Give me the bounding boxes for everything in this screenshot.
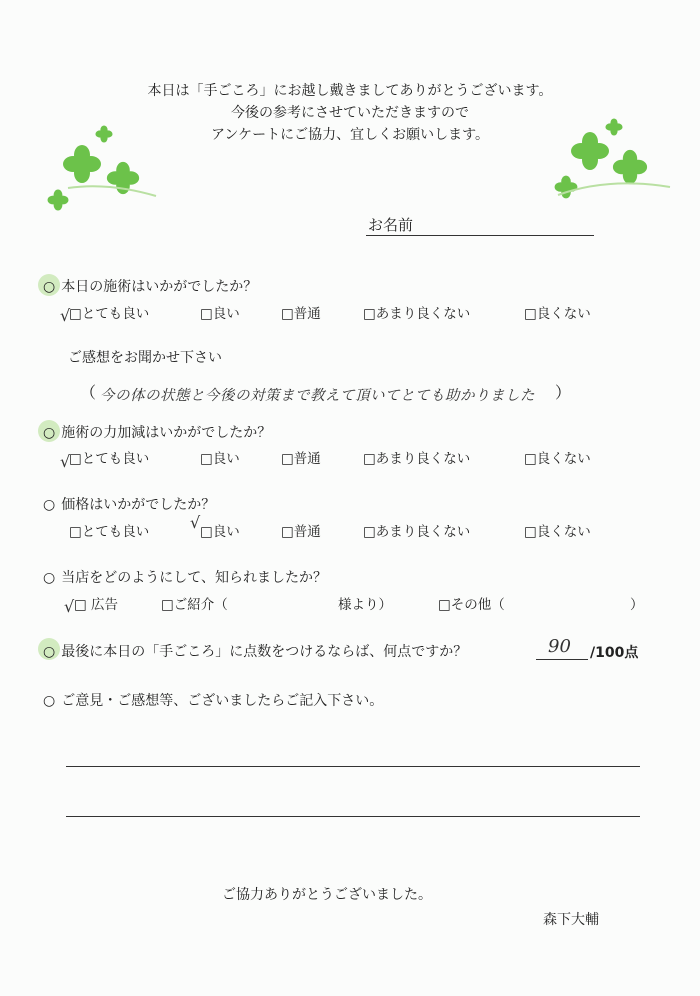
q4-other-close: ） <box>630 597 644 613</box>
q3-option-not-so-good[interactable]: □あまり良くない <box>363 524 471 540</box>
paren-open: （ <box>80 383 97 402</box>
q3-option-bad[interactable]: □良くない <box>524 524 591 540</box>
q2-option-not-so-good[interactable]: □あまり良くない <box>363 451 471 467</box>
check-mark: √ <box>190 513 201 532</box>
intro-line-1: 本日は「手ごころ」にお越し戴きましてありがとうございます。 <box>147 83 553 99</box>
check-mark: √ <box>60 452 71 471</box>
question-1 <box>43 276 257 296</box>
thanks-text: ご協力ありがとうございました。 <box>222 887 432 903</box>
q4-option-ad[interactable]: □ 広告 <box>74 597 119 613</box>
intro-line-2: 今後の参考にさせていただきますので <box>231 105 469 121</box>
impression-label: ご感想をお聞かせ下さい <box>68 350 222 366</box>
question-mark: ○ <box>43 279 56 295</box>
q1-option-normal[interactable]: □普通 <box>281 306 321 322</box>
question-2-text: 施術の力加減はいかがでしたか？ <box>61 425 272 441</box>
question-2 <box>43 422 271 442</box>
comment-line-2 <box>66 816 640 817</box>
score-value: 90 <box>548 636 571 657</box>
comment-line-1 <box>66 766 640 767</box>
q1-option-very-good[interactable]: □とても良い <box>69 306 150 322</box>
name-underline <box>366 235 594 236</box>
q2-option-very-good[interactable]: □とても良い <box>69 451 150 467</box>
q1-option-good[interactable]: □良い <box>200 306 240 322</box>
question-3 <box>43 494 215 514</box>
q3-option-normal[interactable]: □普通 <box>281 524 321 540</box>
question-5 <box>43 641 467 661</box>
q1-option-not-so-good[interactable]: □あまり良くない <box>363 306 471 322</box>
question-6-text: ご意見・ご感想等、ございましたらご記入下さい。 <box>61 693 384 709</box>
clover-icon <box>63 145 101 183</box>
q4-referral-suffix: 様より） <box>338 597 392 613</box>
q4-option-referral[interactable]: □ご紹介（ <box>161 597 228 613</box>
paren-close: ） <box>555 383 572 402</box>
question-6 <box>43 690 383 710</box>
check-mark: √ <box>64 597 75 616</box>
intro-line-3: アンケートにご協力、宜しくお願いします。 <box>210 127 490 143</box>
question-mark: ○ <box>43 570 56 586</box>
q2-option-good[interactable]: □良い <box>200 451 240 467</box>
question-mark: ○ <box>43 693 56 709</box>
question-1-text: 本日の施術はいかがでしたか？ <box>61 279 258 295</box>
q3-option-very-good[interactable]: □とても良い <box>69 524 150 540</box>
question-mark: ○ <box>43 497 56 513</box>
q1-option-bad[interactable]: □良くない <box>524 306 591 322</box>
q2-option-normal[interactable]: □普通 <box>281 451 321 467</box>
name-label: お名前 <box>368 216 414 234</box>
check-mark: √ <box>60 306 71 325</box>
q2-option-bad[interactable]: □良くない <box>524 451 591 467</box>
question-4 <box>43 567 327 587</box>
impression-answer: 今の体の状態と今後の対策まで教えて頂いてとても助かりました <box>100 388 535 404</box>
question-4-text: 当店をどのようにして、知られましたか？ <box>61 570 327 586</box>
score-underline <box>536 659 588 660</box>
q4-option-other[interactable]: □その他（ <box>438 597 505 613</box>
author-name: 森下大輔 <box>543 912 599 928</box>
question-3-text: 価格はいかがでしたか？ <box>61 497 216 513</box>
question-mark: ○ <box>43 644 56 660</box>
question-mark: ○ <box>43 425 56 441</box>
q3-option-good[interactable]: □良い <box>200 524 240 540</box>
question-5-text: 最後に本日の「手ごころ」に点数をつけるならば、何点ですか？ <box>61 644 468 660</box>
score-suffix: /100点 <box>590 645 639 661</box>
